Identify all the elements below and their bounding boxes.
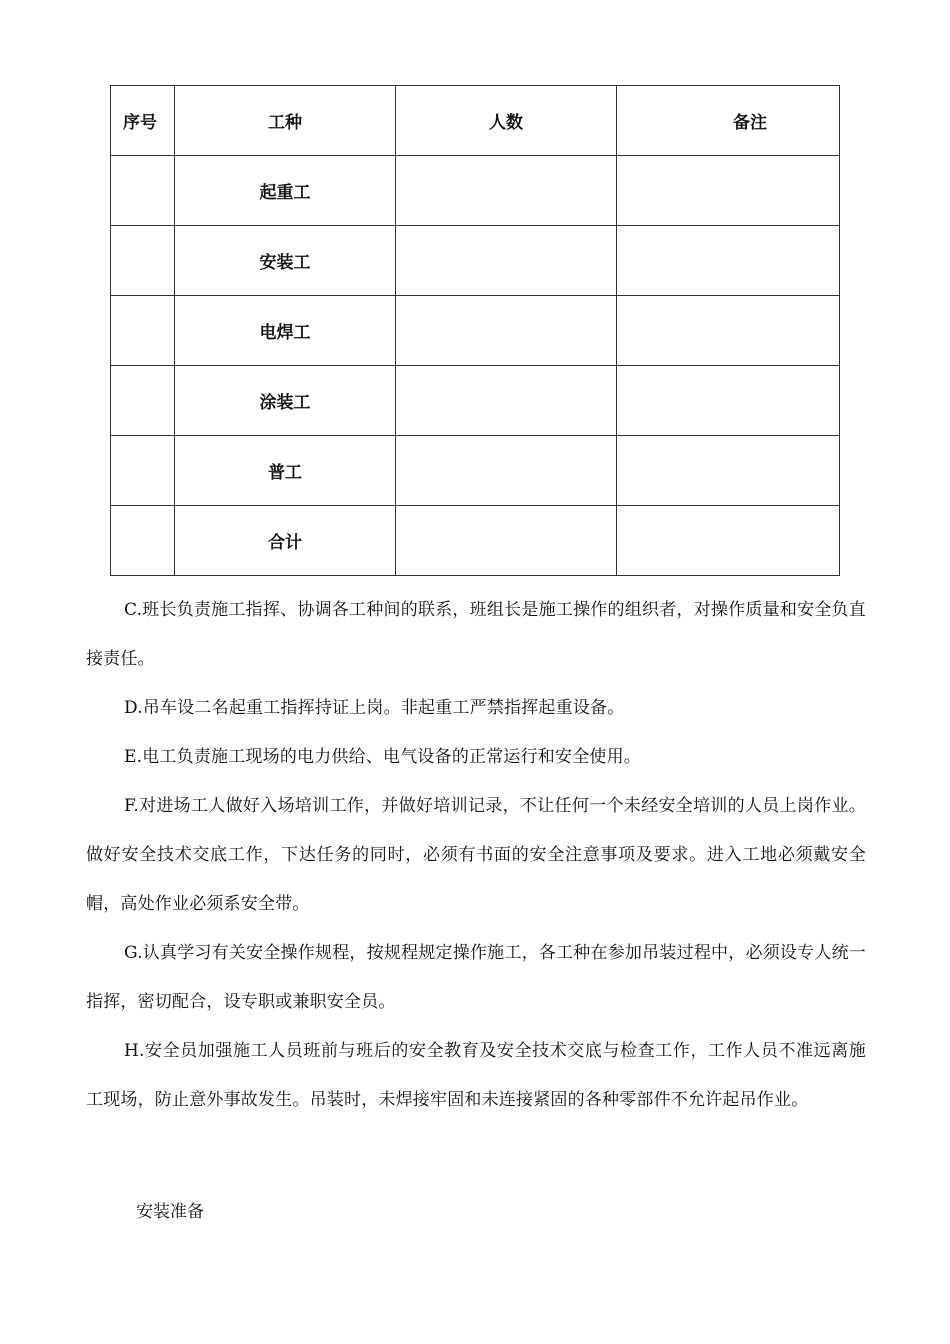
cell-headcount (396, 506, 617, 576)
paragraph-f-training: F.对进场工人做好入场培训工作，并做好培训记录，不让任何一个未经安全培训的人员上岗作业。做好安全技术交底工作，下达任务的同时，必须有书面的安全注意事项及要求。进入工地必须戴安全帽，高处作业必须系安全带。 (86, 796, 866, 914)
cell-remarks (617, 436, 840, 506)
cell-headcount (396, 226, 617, 296)
paragraph-h-safety-officer: H.安全员加强施工人员班前与班后的安全教育及安全技术交底与检查工作，工作人员不准远离施工现场，防止意外事故发生。吊装时，未焊接牢固和未连接紧固的各种零部件不允许起吊作业。 (86, 1041, 866, 1110)
section-heading: 安装准备 (136, 1202, 204, 1222)
table-row (111, 226, 840, 296)
cell-remarks (617, 226, 840, 296)
cell-trade: 涂装工 (175, 366, 396, 436)
table-header-row (111, 86, 840, 156)
cell-serial-number (111, 436, 175, 506)
staffing-table (110, 85, 840, 576)
cell-remarks (617, 156, 840, 226)
cell-trade: 普工 (175, 436, 396, 506)
table-row (111, 436, 840, 506)
header-serial-number: 序号 (111, 86, 175, 156)
table-row (111, 366, 840, 436)
header-trade: 工种 (175, 86, 396, 156)
table-row (111, 506, 840, 576)
cell-trade: 安装工 (175, 226, 396, 296)
header-remarks: 备注 (617, 86, 840, 156)
cell-remarks (617, 506, 840, 576)
cell-remarks (617, 296, 840, 366)
paragraph-c-team-leader: C.班长负责施工指挥、协调各工种间的联系，班组长是施工操作的组织者，对操作质量和安全负直接责任。 (86, 600, 866, 669)
cell-trade: 电焊工 (175, 296, 396, 366)
cell-headcount (396, 436, 617, 506)
cell-serial-number (111, 226, 175, 296)
cell-headcount (396, 366, 617, 436)
cell-serial-number (111, 156, 175, 226)
paragraph-d-crane-signal: D.吊车设二名起重工指挥持证上岗。非起重工严禁指挥起重设备。 (124, 698, 625, 718)
paragraph-g-operating-rules: G.认真学习有关安全操作规程，按规程规定操作施工，各工种在参加吊装过程中，必须设专人统一指挥，密切配合，设专职或兼职安全员。 (86, 943, 866, 1012)
cell-serial-number (111, 506, 175, 576)
table-row (111, 296, 840, 366)
cell-headcount (396, 296, 617, 366)
cell-trade: 起重工 (175, 156, 396, 226)
paragraph-e-electrician: E.电工负责施工现场的电力供给、电气设备的正常运行和安全使用。 (124, 747, 642, 767)
cell-serial-number (111, 296, 175, 366)
cell-trade: 合计 (175, 506, 396, 576)
header-headcount: 人数 (396, 86, 617, 156)
cell-headcount (396, 156, 617, 226)
cell-serial-number (111, 366, 175, 436)
cell-remarks (617, 366, 840, 436)
table-row (111, 156, 840, 226)
